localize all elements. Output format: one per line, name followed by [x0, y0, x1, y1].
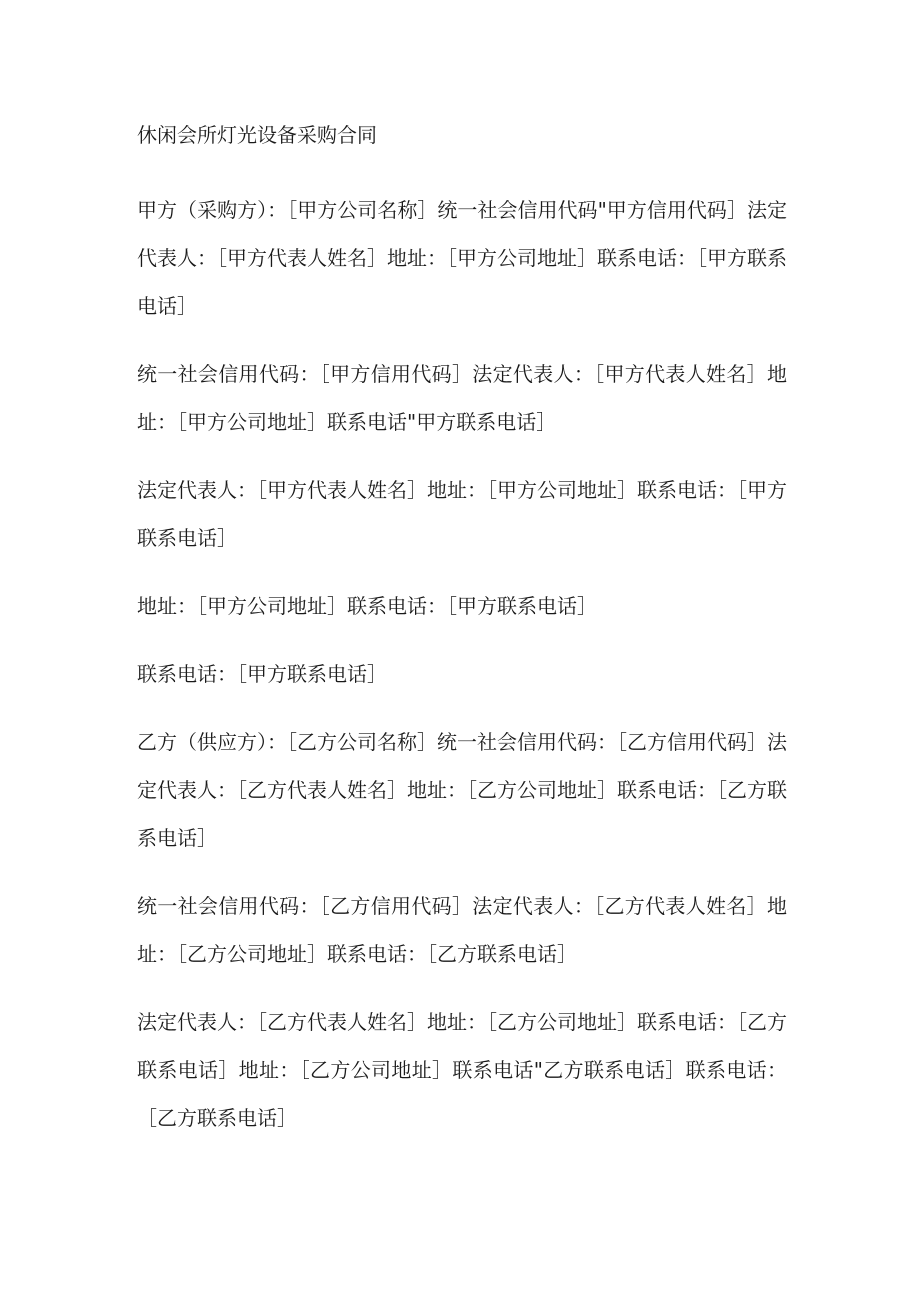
party-a-phone: 联系电话：［甲方联系电话］	[137, 662, 387, 686]
party-b-legal-rep: 法定代表人：［乙方代表人姓名］地址：［乙方公司地址］联系电话：［乙方联系电话］地址：［乙方公司地址］联系电话"乙方联系电话］联系电话：［乙方联系电话］	[137, 1010, 787, 1130]
party-a-legal-rep: 法定代表人：［甲方代表人姓名］地址：［甲方公司地址］联系电话：［甲方联系电话］	[137, 478, 787, 550]
document-title: 休闲会所灯光设备采购合同	[137, 123, 377, 147]
party-a-header: 甲方（采购方）：［甲方公司名称］统一社会信用代码"甲方信用代码］法定代表人：［甲方代表人姓名］地址：［甲方公司地址］联系电话：［甲方联系电话］	[137, 198, 787, 318]
party-a-credit-code: 统一社会信用代码：［甲方信用代码］法定代表人：［甲方代表人姓名］地址：［甲方公司地址］联系电话"甲方联系电话］	[137, 362, 787, 434]
document-page	[137, 118, 787, 1162]
party-a-address: 地址：［甲方公司地址］联系电话：［甲方联系电话］	[137, 594, 597, 618]
party-b-credit-code: 统一社会信用代码：［乙方信用代码］法定代表人：［乙方代表人姓名］地址：［乙方公司地址］联系电话：［乙方联系电话］	[137, 894, 787, 966]
party-b-header: 乙方（供应方）：［乙方公司名称］统一社会信用代码：［乙方信用代码］法定代表人：［乙方代表人姓名］地址：［乙方公司地址］联系电话：［乙方联系电话］	[137, 730, 787, 850]
